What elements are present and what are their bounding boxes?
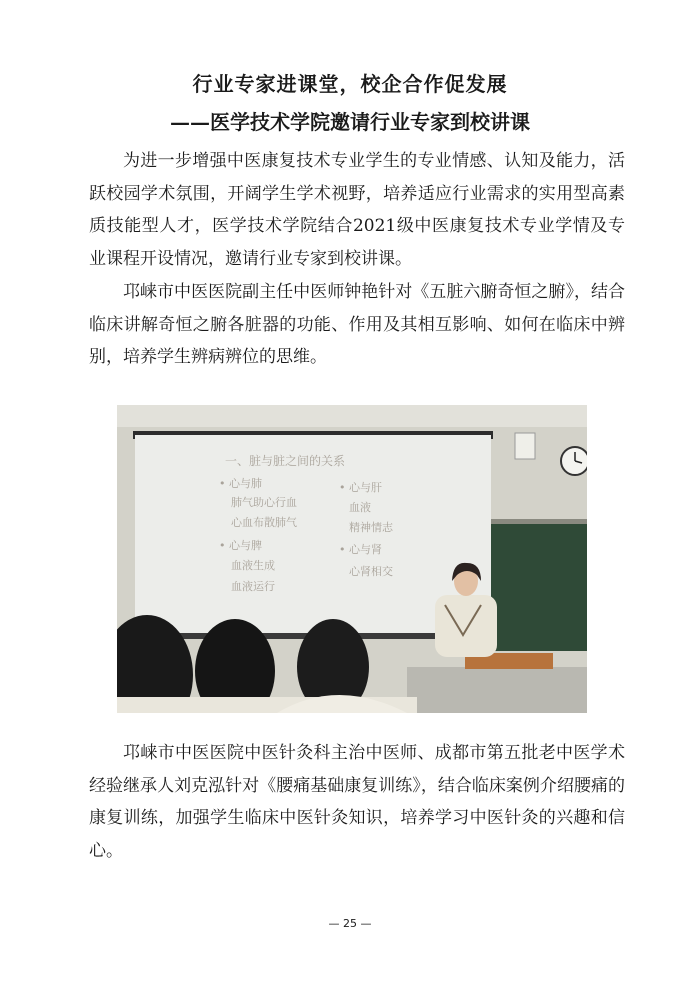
slide-left-item: 血液生成 (231, 559, 275, 572)
paragraph-second-lecture: 邛崃市中医医院中医针灸科主治中医师、成都市第五批老中医学术经验继承人刘克泓针对《腰痛基础康复训练》，结合临床案例介绍腰痛的康复训练，加强学生临床中医针灸知识，培养学习中医针灸的兴趣和信心。 (89, 743, 625, 861)
document-subtitle: ——医学技术学院邀请行业专家到校讲课 (170, 110, 530, 134)
paragraph-intro: 为进一步增强中医康复技术专业学生的专业情感、认知及能力，活跃校园学术氛围，开阔学生学术视野，培养适应行业需求的实用型高素质技能型人才，医学技术学院结合2021级中医康复技术专业学情及专业课程开设情况，邀请行业专家到校讲课。 (89, 151, 625, 269)
slide-left-item: 血液运行 (231, 580, 275, 593)
clock-icon (561, 447, 587, 475)
lecturer (435, 595, 497, 657)
classroom-photo (117, 405, 587, 713)
slide-left-item: 肺气助心行血 (231, 496, 297, 509)
slide-left-item: 心血布散肺气 (231, 516, 297, 529)
slide-right-item: 血液 (349, 501, 371, 514)
paragraph-first-lecture: 邛崃市中医医院副主任中医师钟艳针对《五脏六腑奇恒之腑》，结合临床讲解奇恒之腑各脏器的功能、作用及其相互影响、如何在临床中辨别，培养学生辨病辨位的思维。 (89, 282, 625, 367)
slide-left-item: • 心与肺 (219, 477, 262, 490)
slide-right-item: • 心与肝 (339, 481, 382, 494)
slide-left-item: • 心与脾 (219, 539, 262, 552)
page-number: — 25 — (328, 917, 372, 930)
podium (407, 667, 587, 713)
wall-panel (515, 433, 535, 459)
slide-heading: 一、脏与脏之间的关系 (225, 454, 346, 468)
slide-right-item: • 心与肾 (339, 543, 382, 556)
slide-right-item: 心肾相交 (349, 565, 393, 578)
slide-right-item: 精神情志 (349, 521, 393, 534)
document-title: 行业专家进课堂，校企合作促发展 (192, 72, 508, 96)
